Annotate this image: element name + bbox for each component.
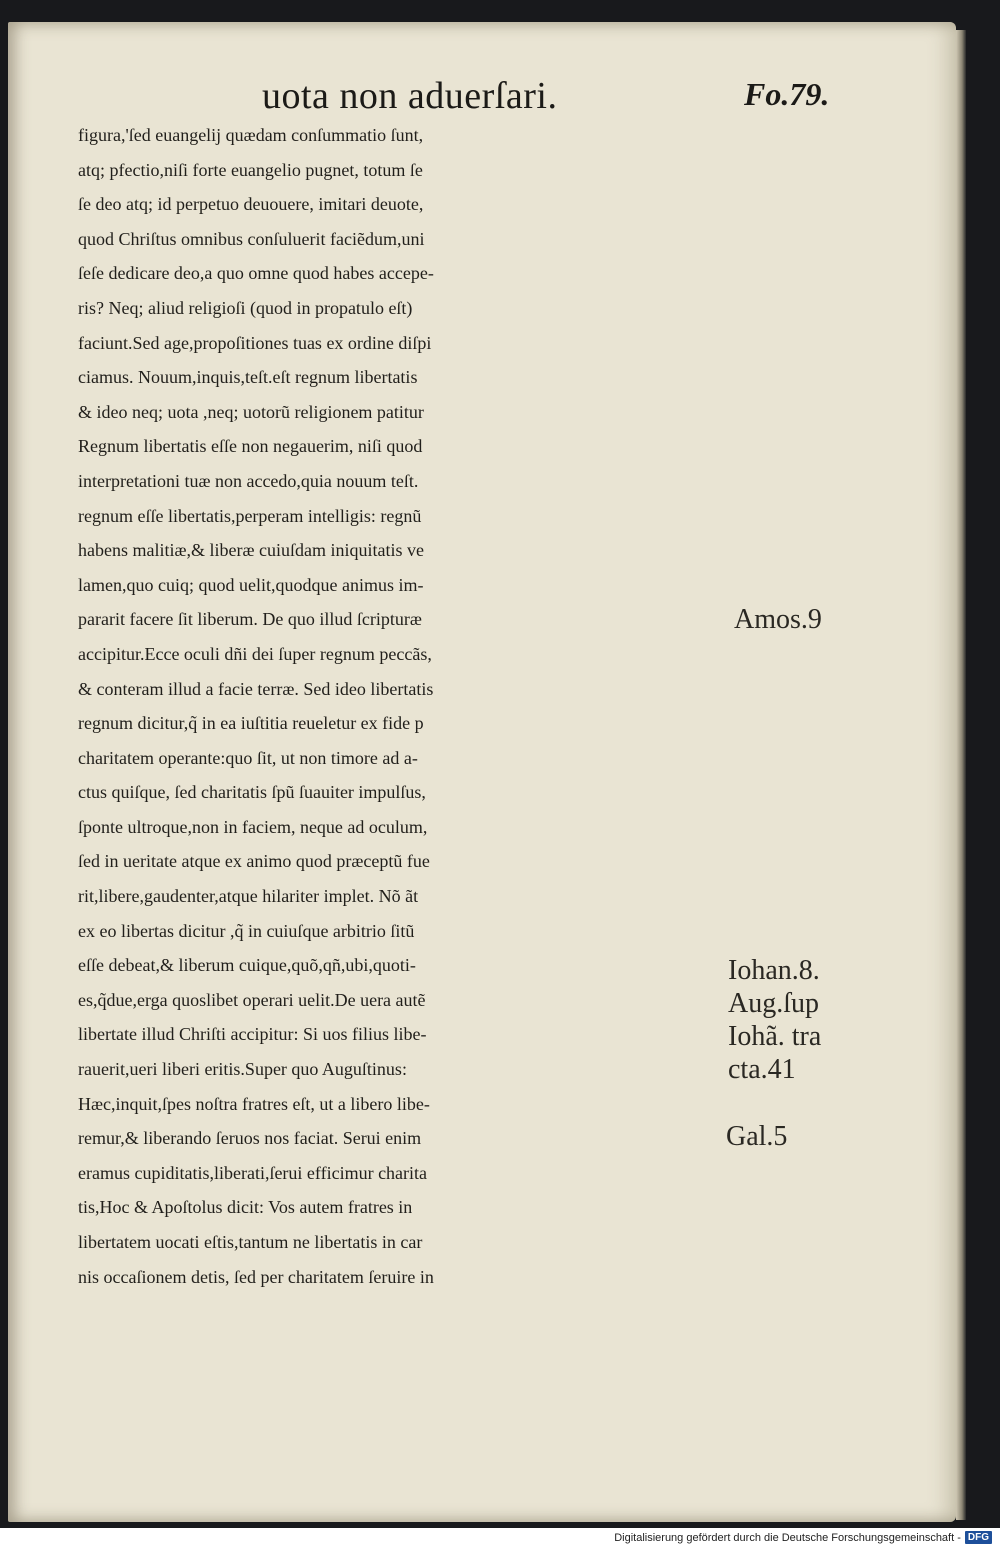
text-line: ciamus. Nouum,inquis,teſt.eſt regnum libertatis <box>78 367 418 388</box>
body-text <box>78 118 738 1294</box>
running-head: uota non aduerſari. <box>262 75 558 117</box>
footer-credit-bar <box>0 1528 1000 1547</box>
text-line: ctus quiſque, ſed charitatis ſpũ ſuauiter impulſus, <box>78 782 426 803</box>
text-line: faciunt.Sed age,propoſitiones tuas ex ordine diſpi <box>78 332 432 353</box>
text-line: rauerit,ueri liberi eritis.Super quo Auguſtinus: <box>78 1059 407 1080</box>
margin-note-aug-1: Aug.ſup <box>728 988 819 1019</box>
margin-note-iohan: Iohan.8. <box>728 955 820 986</box>
page-edge <box>956 30 966 1520</box>
text-line: charitatem operante:quo ſit, ut non timore ad a- <box>78 747 418 768</box>
text-line: accipitur.Ecce oculi dñi dei ſuper regnum peccãs, <box>78 643 432 664</box>
text-line: Hæc,inquit,ſpes noſtra fratres eſt, ut a libero libe- <box>78 1093 430 1114</box>
text-line: ſponte ultroque,non in faciem, neque ad oculum, <box>78 816 428 837</box>
text-line: atq; pfectio,niſi forte euangelio pugnet, totum ſe <box>78 159 423 180</box>
text-line: regnum eſſe libertatis,perperam intelligis: regnũ <box>78 505 422 526</box>
text-line: eramus cupiditatis,liberati,ſerui efficimur charita <box>78 1162 428 1183</box>
text-line: pararit facere ſit liberum. De quo illud ſcripturæ <box>78 609 422 630</box>
text-line: lamen,quo cuiq; quod uelit,quodque animus im- <box>78 574 424 595</box>
text-line: ſeſe dedicare deo,a quo omne quod habes accepe- <box>78 263 434 284</box>
text-line: quod Chriſtus omnibus conſuluerit faciẽdum,uni <box>78 228 425 249</box>
text-line: remur,& liberando ſeruos nos faciat. Serui enim <box>78 1128 422 1149</box>
text-line: & ideo neq; uota ,neq; uotorũ religionem patitur <box>78 401 424 422</box>
text-line: ex eo libertas dicitur ,q̃ in cuiuſque arbitrio ſitũ <box>78 920 415 941</box>
text-line: regnum dicitur,q̃ in ea iuſtitia reueletur ex fide p <box>78 713 424 734</box>
text-line: ſe deo atq; id perpetuo deuouere, imitari deuote, <box>78 194 424 215</box>
text-line: figura,'ſed euangelij quædam conſummatio ſunt, <box>78 125 424 145</box>
text-line: habens malitiæ,& liberæ cuiuſdam iniquitatis ve <box>78 540 424 561</box>
margin-note-gal: Gal.5 <box>726 1121 788 1152</box>
text-line: rit,libere,gaudenter,atque hilariter implet. Nõ ãt <box>78 886 419 907</box>
text-line: Regnum libertatis eſſe non negauerim, niſi quod <box>78 436 423 457</box>
text-line: libertate illud Chriſti accipitur: Si uos filius libe- <box>78 1024 427 1045</box>
dfg-logo: DFG <box>965 1531 992 1544</box>
folio-number: Fo.79. <box>744 76 830 112</box>
text-line: nis occaſionem detis, ſed per charitatem ſeruire in <box>78 1266 434 1287</box>
text-line: ſed in ueritate atque ex animo quod præceptũ fue <box>78 851 430 872</box>
text-line: interpretationi tuæ non accedo,quia nouum teſt. <box>78 470 419 491</box>
margin-note-aug-3: cta.41 <box>728 1054 796 1085</box>
text-line: & conteram illud a facie terræ. Sed ideo libertatis <box>78 678 434 699</box>
text-line: es,q̃due,erga quoslibet operari uelit.De uera autẽ <box>78 989 426 1010</box>
text-line: libertatem uocati eſtis,tantum ne libertatis in car <box>78 1232 423 1252</box>
margin-note-amos: Amos.9 <box>734 604 822 635</box>
margin-note-aug-2: Iohã. tra <box>728 1021 822 1052</box>
text-line: ris? Neq; aliud religioſi (quod in propatulo eſt) <box>78 297 413 318</box>
text-line: eſſe debeat,& liberum cuique,quõ,qñ,ubi,quoti- <box>78 955 416 976</box>
text-line: tis,Hoc & Apoſtolus dicit: Vos autem fratres in <box>78 1197 413 1218</box>
footer-credit-text: Digitalisierung gefördert durch die Deutsche Forschungsgemeinschaft - <box>614 1531 961 1544</box>
